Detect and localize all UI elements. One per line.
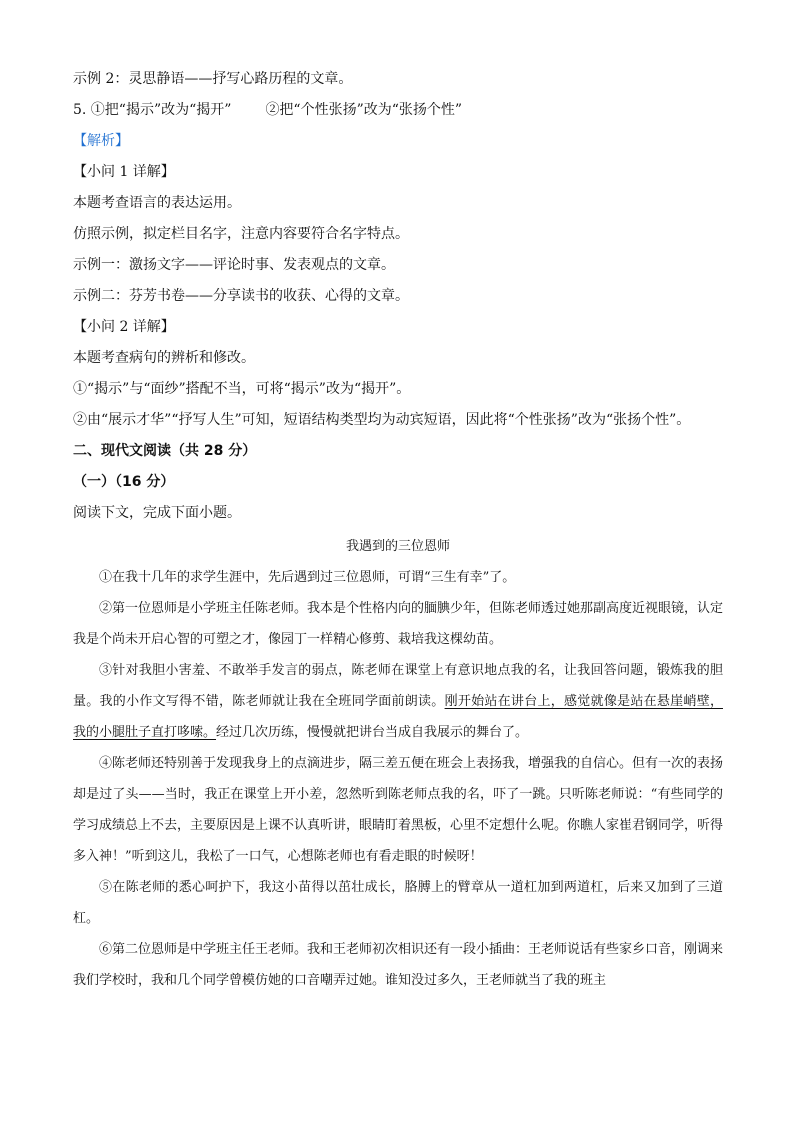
article-paragraph-1: ①在我十几年的求学生涯中，先后遇到过三位恩师，可谓“三生有幸”了。 — [99, 570, 516, 585]
question-1-method: 仿照示例，拟定栏目名字，注意内容要符合名字特点。 — [73, 226, 409, 242]
question-1-topic: 本题考查语言的表达运用。 — [73, 195, 241, 211]
question-2-point-2: ②由“展示才华”“抒写人生”可知，短语结构类型均为动宾短语，因此将“个性张扬”改为“张扬个性”。 — [73, 412, 691, 428]
question-2-point-1: ①“揭示”与“面纱”搭配不当，可将“揭示”改为“揭开”。 — [73, 381, 411, 397]
paragraph-3-text-b: 经过几次历练，慢慢就把讲台当成自我展示的舞台了。 — [216, 725, 529, 740]
document-page — [73, 64, 723, 996]
question-1-heading: 【小问 1 详解】 — [73, 164, 175, 180]
analysis-heading: 【解析】 — [73, 133, 129, 149]
example-2-line: 示例 2：灵思静语——抒写心路历程的文章。 — [73, 71, 353, 87]
example-two: 示例二：芬芳书卷——分享读书的收获、心得的文章。 — [73, 288, 409, 304]
article-title: 我遇到的三位恩师 — [345, 539, 450, 554]
question-2-heading: 【小问 2 详解】 — [73, 319, 175, 335]
paragraph-3-text-a: ③针对我胆小害羞、不敢举手发言的弱点，陈老师在课堂上有意识地点我的名，让我回答问题，锻炼我的胆量。我的小作文写得不错，陈老师就让我在全班同学面前朗读。 — [73, 663, 723, 709]
article-paragraph-2: ②第一位恩师是小学班主任陈老师。我本是个性格内向的腼腆少年，但陈老师透过她那副高度近视眼镜，认定我是个尚未开启心智的可塑之才，像园丁一样精心修剪、栽培我这棵幼苗。 — [73, 601, 724, 647]
article-paragraph-4: ④陈老师还特别善于发现我身上的点滴进步，隔三差五便在班会上表扬我，增强我的自信心。但有一次的表扬却是过了头——当时，我正在课堂上开小差，忽然听到陈老师点我的名，吓了一跳。只听陈老师说：“有些同学的学习成绩总上不去，主要原因是上课不认真听讲，眼睛盯着黑板，心里不定想什么呢。你瞧人家崔君钢同学，听得多入神！”听到这儿，我松了一口气，心想陈老师也有看走眼的时候呀！ — [73, 756, 724, 864]
section-heading: 二、现代文阅读（共 28 分） — [73, 443, 257, 459]
answer-5-part-1: 5. ①把“揭示”改为“揭开” — [73, 102, 232, 118]
answer-5-part-2: ②把“个性张扬”改为“张扬个性” — [265, 102, 463, 118]
article — [73, 531, 723, 996]
article-paragraph-5: ⑤在陈老师的悉心呵护下，我这小苗得以茁壮成长，胳膊上的臂章从一道杠加到两道杠，后来又加到了三道杠。 — [73, 880, 723, 926]
subsection-heading: （一）（16 分） — [73, 474, 175, 490]
article-paragraph-6: ⑥第二位恩师是中学班主任王老师。我和王老师初次相识还有一段小插曲：王老师说话有些家乡口音，刚调来我们学校时，我和几个同学曾模仿她的口音嘲弄过她。谁知没过多久，王老师就当了我的班主 — [73, 942, 724, 988]
article-paragraph-3 — [73, 655, 723, 748]
reading-instruction: 阅读下文，完成下面小题。 — [73, 505, 241, 521]
answer-5-line — [73, 95, 723, 126]
example-one: 示例一：激扬文字——评论时事、发表观点的文章。 — [73, 257, 395, 273]
question-2-topic: 本题考查病句的辨析和修改。 — [73, 350, 255, 366]
underlined-sentence: 刚开始站在讲台上，感觉就像是站在悬崖峭壁，我的小腿肚子直打哆嗦。 — [73, 694, 723, 740]
